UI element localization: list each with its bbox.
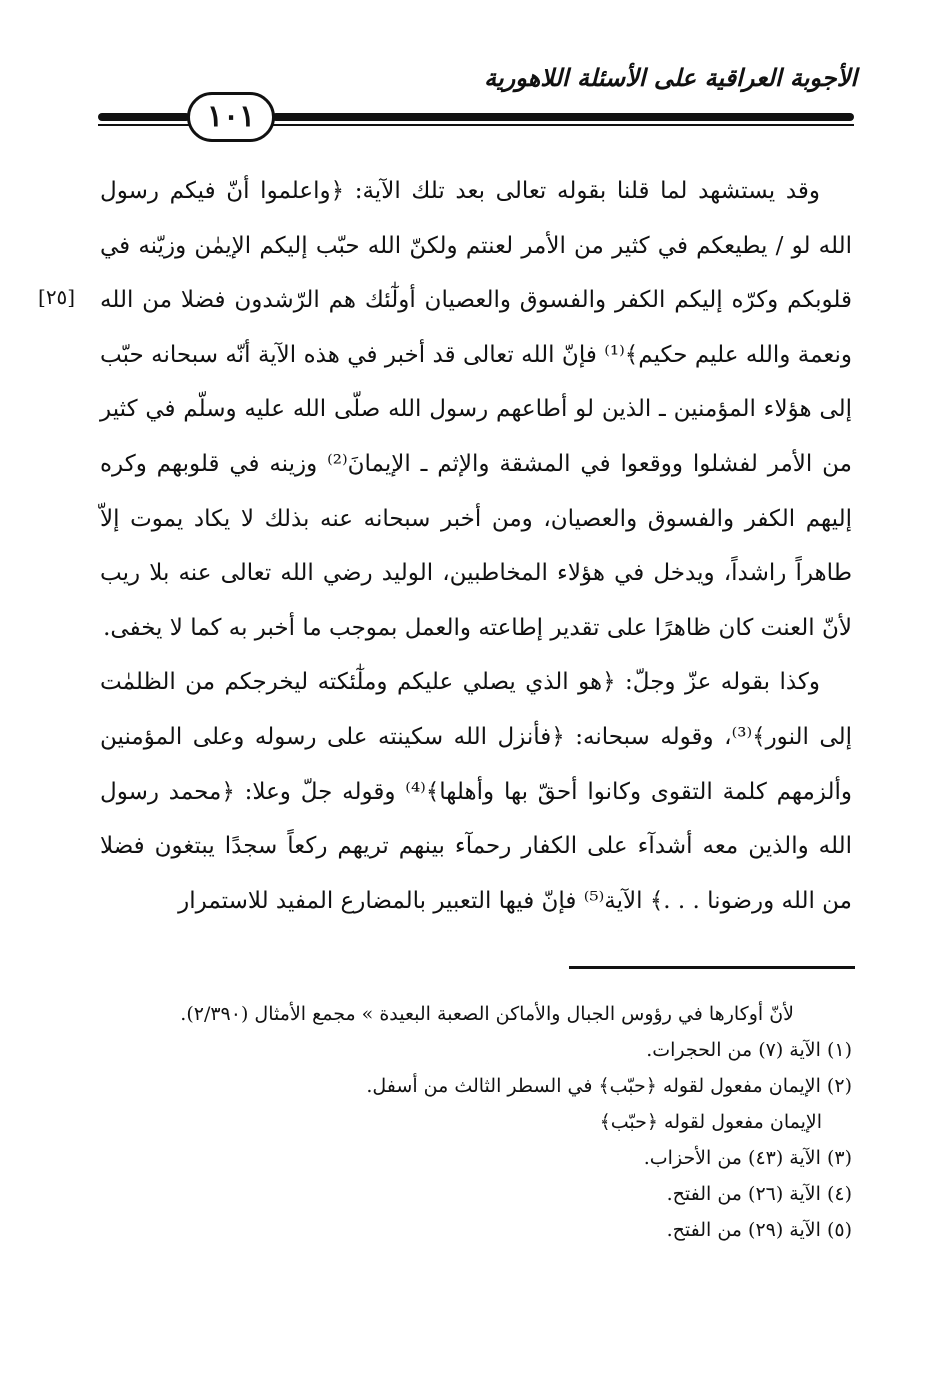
header-rule-thin-right [272, 124, 854, 126]
footnote-5: (٥) الآية (٢٩) من الفتح. [666, 1219, 852, 1241]
header-rule-left [98, 113, 190, 121]
marginal-reference: [٢٥] [38, 285, 76, 309]
footnote-3: (٣) الآية (٤٣) من الأحزاب. [643, 1147, 852, 1169]
footnote-continuation: لأنّ أوكارها في رؤوس الجبال والأماكن الصعبة البعيدة » مجمع الأمثال (٢/٣٩٠). [180, 1003, 794, 1025]
page-number-frame [187, 92, 275, 142]
header-rule-right [272, 113, 854, 121]
footnote-2: (٢) الإيمان مفعول لقوله ﴿حبّب﴾ في السطر الثالث من أسفل. [366, 1075, 852, 1097]
footnote-separator [569, 966, 855, 969]
footnotes [100, 996, 852, 1248]
footnote-4: (٤) الآية (٢٦) من الفتح. [666, 1183, 852, 1205]
header-rule-thin-left [98, 124, 190, 126]
paragraph-2: وكذا بقوله عزّ وجلّ: ﴿هو الذي يصلي عليكم وملٰٓئكته ليخرجكم من الظلمٰت إلى النور﴾⁽³⁾، وقوله سبحانه: ﴿فأنزل الله سكينته على رسوله وعلى المؤمنين وألزمهم كلمة التقوى وكانوا أحقّ بها وأهلها﴾⁽⁴⁾ وقوله جلّ وعلا: ﴿محمد رسول الله والذين معه أشدآء على الكفار رحمآء بينهم تريهم ركعاً سجدًا يبتغون فضلا من الله ورضونا . . .﴾ الآية⁽⁵⁾ فإنّ فيها التعبير بالمضارع المفيد للاستمرار [100, 669, 852, 914]
running-title: الأجوبة العراقية على الأسئلة اللاهورية [484, 63, 857, 92]
page-number: ١٠١ [206, 99, 256, 134]
footnote-1: (١) الآية (٧) من الحجرات. [646, 1039, 852, 1061]
main-text [100, 164, 852, 928]
footnote-2-note: الإيمان مفعول لقوله ﴿حبّب﴾ [599, 1111, 822, 1133]
paragraph-1: وقد يستشهد لما قلنا بقوله تعالى بعد تلك الآية: ﴿واعلموا أنّ فيكم رسول الله لو / يطيعكم في كثير من الأمر لعنتم ولكنّ الله حبّب إليكم الإيمٰن وزيّنه في قلوبكم وكرّه إليكم الكفر والفسوق والعصيان أولٰٓئك هم الرّشدون فضلا من الله ونعمة والله عليم حكيم﴾⁽¹⁾ فإنّ الله تعالى قد أخبر في هذه الآية أنّه سبحانه حبّب إلى هؤلاء المؤمنين ـ الذين لو أطاعهم رسول الله صلّى الله عليه وسلّم في كثير من الأمر لفشلوا ووقعوا في المشقة والإثم ـ الإيمانَ⁽²⁾ وزينه في قلوبهم وكره إليهم الكفر والفسوق والعصيان، ومن أخبر سبحانه عنه بذلك لا يكاد يموت إلاّ طاهراً راشداً، ويدخل في هؤلاء المخاطبين، الوليد رضي الله تعالى عنه بلا ريب لأنّ العنت كان ظاهرًا على تقدير إطاعته والعمل بموجب ما أخبر به كما لا يخفى. [100, 178, 852, 641]
